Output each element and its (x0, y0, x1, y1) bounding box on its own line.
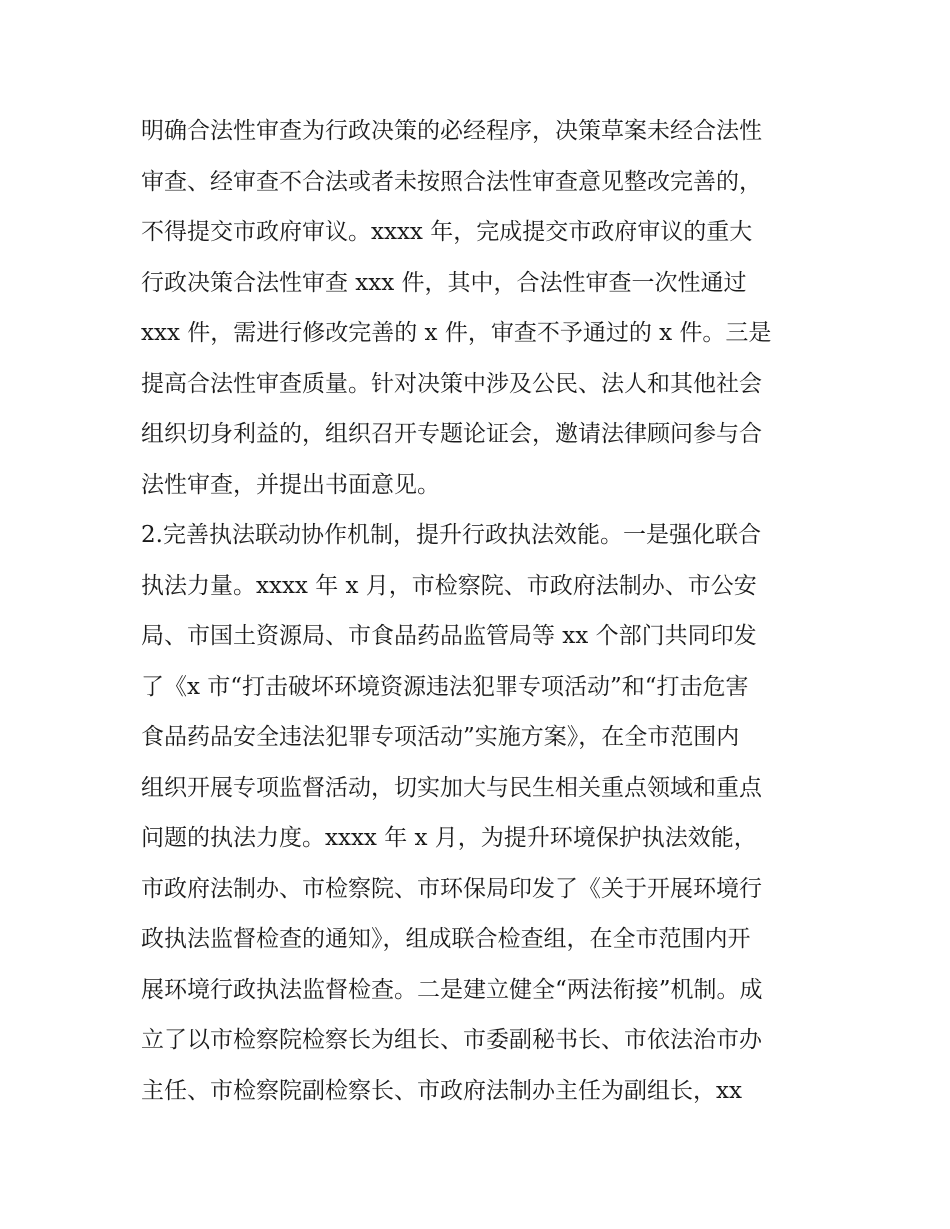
text-line: 展环境行政执法监督检查。二是建立健全“两法衔接”机制。成 (141, 976, 763, 1003)
text-line: 市政府法制办、市检察院、市环保局印发了《关于开展环境行 (141, 875, 762, 902)
text-line: 政执法监督检查的通知》，组成联合检查组，在全市范围内开 (141, 926, 751, 952)
section-heading-line: 2.完善执法联动协作机制，提升行政执法效能。一是强化联合 (141, 522, 761, 548)
text-line: 立了以市检察院检察长为组长、市委副秘书长、市依法治市办 (141, 1027, 762, 1053)
text-line: 不得提交市政府审议。xxxx 年，完成提交市政府审议的重大 (141, 219, 753, 245)
text-line: 执法力量。xxxx 年 x 月，市检察院、市政府法制办、市公安 (141, 572, 757, 599)
text-line: 法性审查，并提出书面意见。 (141, 471, 440, 498)
text-line: 明确合法性审查为行政决策的必经程序，决策草案未经合法性 (141, 118, 762, 144)
text-line: 提高合法性审查质量。针对决策中涉及公民、法人和其他社会 (141, 370, 762, 397)
text-line: 组织切身利益的，组织召开专题论证会，邀请法律顾问参与合 (141, 421, 762, 447)
text-line: 审查、经审查不合法或者未按照合法性审查意见整改完善的， (141, 168, 762, 195)
text-line: 局、市国土资源局、市食品药品监管局等 xx 个部门共同印发 (141, 623, 757, 649)
text-line: xxx 件，需进行修改完善的 x 件，审查不予通过的 x 件。三是 (141, 320, 772, 346)
body-text (141, 106, 821, 1116)
text-line: 食品药品安全违法犯罪专项活动”实施方案》，在全市范围内 (141, 724, 740, 750)
text-line: 行政决策合法性审查 xxx 件，其中，合法性审查一次性通过 (141, 269, 747, 296)
text-line: 主任、市检察院副检察长、市政府法制办主任为副组长，xx (141, 1077, 742, 1104)
text-line: 组织开展专项监督活动，切实加大与民生相关重点领域和重点 (141, 774, 762, 801)
text-line: 问题的执法力度。xxxx 年 x 月，为提升环境保护执法效能， (141, 825, 757, 851)
text-line: 了《x 市“打击破坏环境资源违法犯罪专项活动”和“打击危害 (141, 673, 749, 700)
